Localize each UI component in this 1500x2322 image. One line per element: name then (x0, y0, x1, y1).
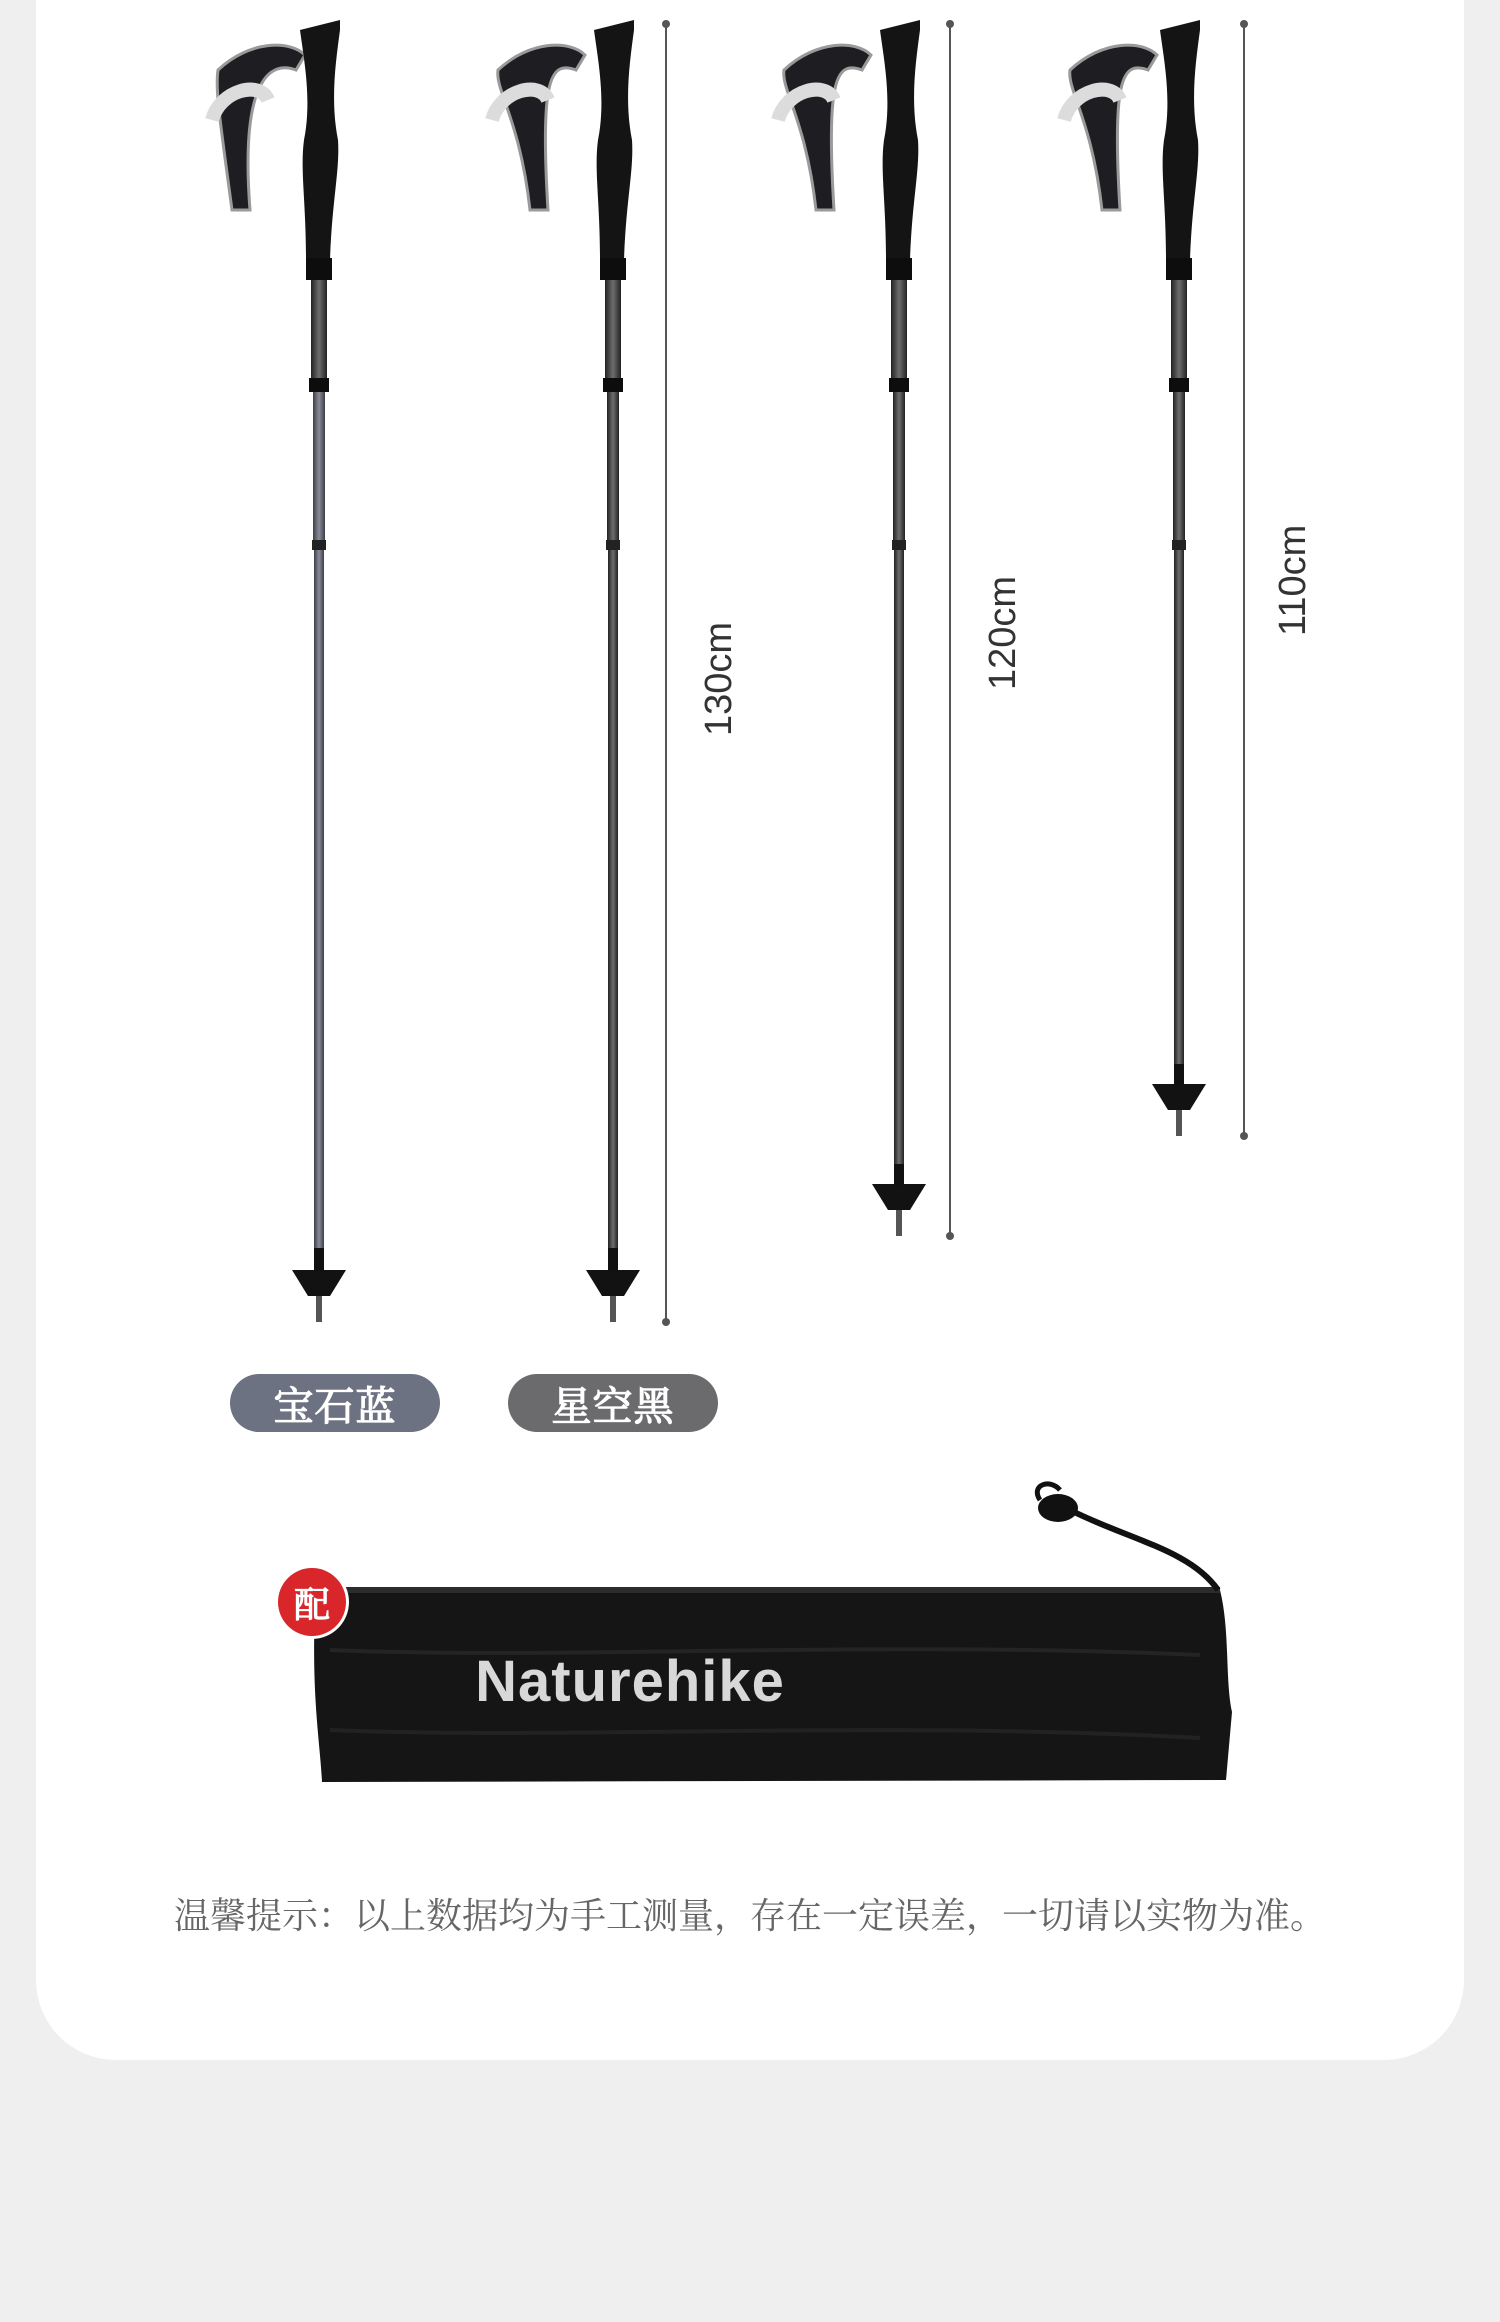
bag-brand-logo: Naturehike (475, 1649, 785, 1714)
dimension-line-110 (1240, 20, 1248, 1140)
trekking-pole (492, 20, 640, 1322)
trekking-pole (212, 20, 346, 1322)
trekking-pole (1064, 20, 1206, 1136)
dimension-label-130: 130cm (698, 621, 740, 736)
measurement-tip: 温馨提示：以上数据均为手工测量，存在一定误差，一切请以实物为准。 (173, 1896, 1326, 1937)
trekking-pole (778, 20, 926, 1236)
variant-blue-option[interactable]: 宝石蓝 (230, 1374, 440, 1432)
variant-black-option[interactable]: 星空黑 (508, 1374, 718, 1432)
dimension-label-120: 120cm (982, 575, 1024, 690)
storage-bag-illustration (270, 1480, 1250, 1800)
storage-bag-shape (270, 1480, 1250, 1800)
dimension-label-110: 110cm (1272, 524, 1314, 636)
dimension-line-130 (662, 20, 670, 1326)
dimension-line-120 (946, 20, 954, 1240)
included-accessory-badge: 配 (278, 1568, 346, 1636)
